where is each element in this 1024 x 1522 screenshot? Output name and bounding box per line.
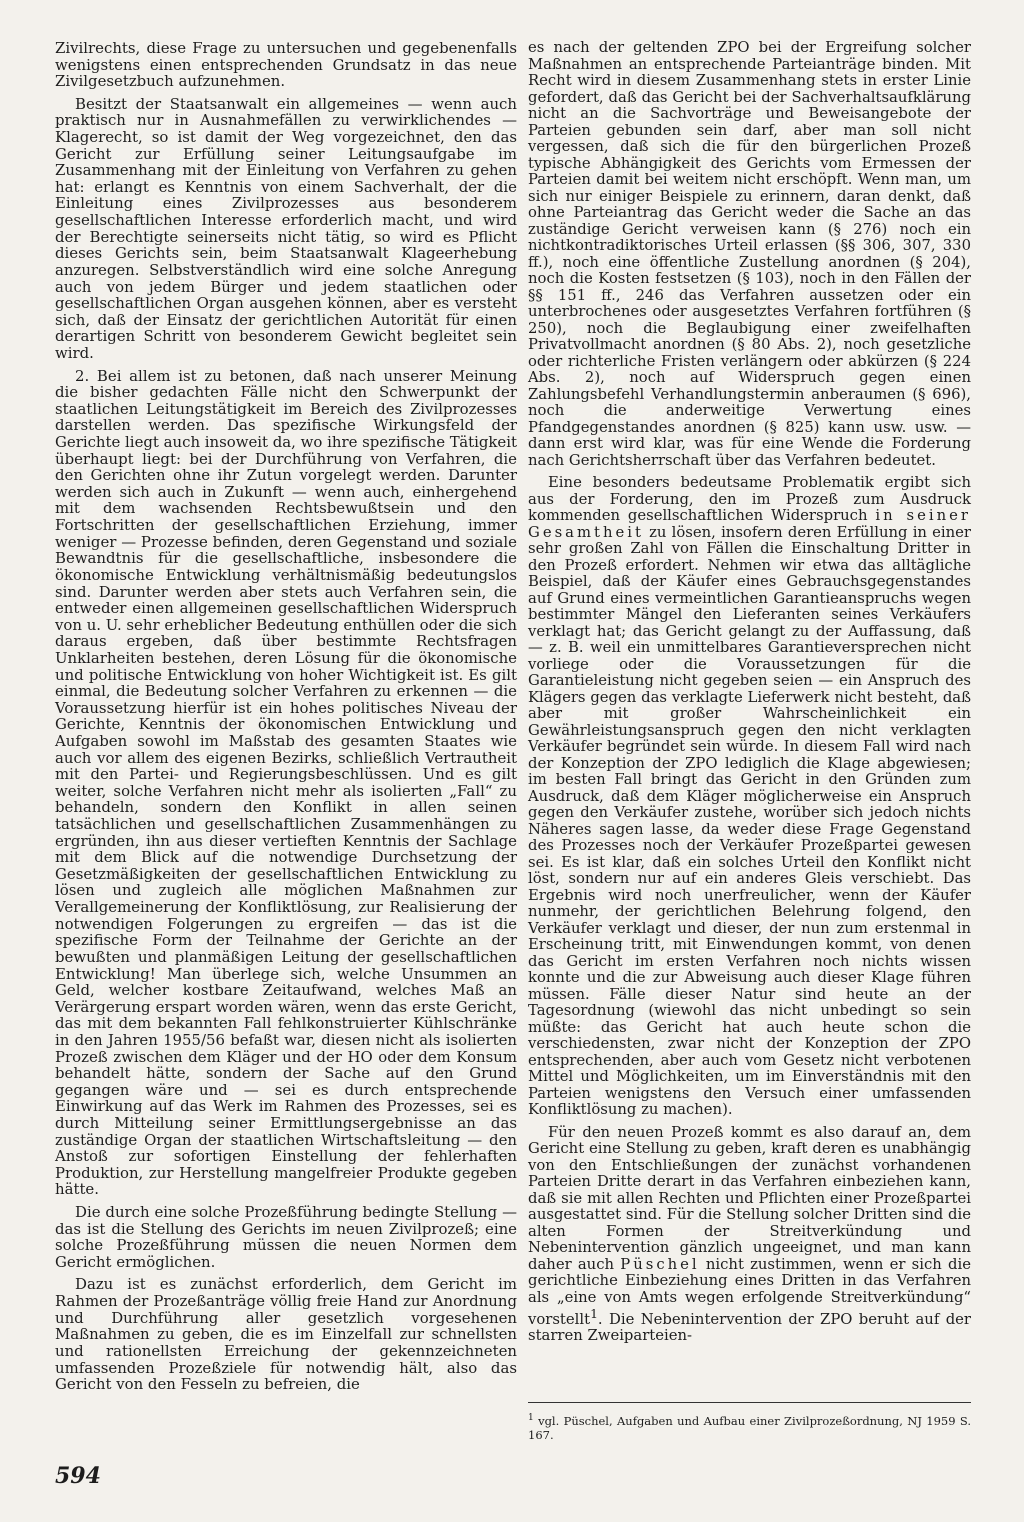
footnote <box>528 1402 971 1442</box>
paragraph <box>528 1125 971 1345</box>
paragraph: Zivilrechts, diese Frage zu untersuchen und gegebenenfalls wenigstens einen entsprechenden Grundsatz in das neue Zivilgesetzbuch aufzunehmen. <box>55 39 517 91</box>
page-number: 594 <box>55 1463 101 1489</box>
emphasized-text: in seiner Gesamtheit <box>528 507 971 541</box>
footnote-text: vgl. Püschel, Aufgaben und Aufbau einer Zivilprozeßordnung, NJ 1959 S. 167. <box>528 1413 971 1442</box>
paragraph <box>528 475 971 1119</box>
paragraph: es nach der geltenden ZPO bei der Ergreifung solcher Maßnahmen an entsprechende Parteianträge binden. Mit Recht wird in diesem Zusammenhang stets in erster Linie gefordert, daß das Gericht bei der Sachverhaltsaufklärung nicht an die Sachvorträge und Beweisangebote der Parteien gebunden sein darf, aber man soll nicht vergessen, daß sich die für den bürgerlichen Prozeß typische Abhängigkeit des Gerichts vom Ermessen der Parteien damit bei weitem nicht erschöpft. Wenn man, um sich nur einiger Beispiele zu erinnern, daran denkt, daß ohne Parteiantrag das Gericht weder die Sache an das zuständige Gericht verweisen kann (§ 276) noch ein nichtkontradiktorisches Urteil erlassen (§§ 306, 307, 330 ff.), noch eine öffentliche Zustellung anordnen (§ 204), noch die Kosten festsetzen (§ 103), noch in den Fällen der §§ 151 ff., 246 das Verfahren aussetzen oder ein unterbrochenes oder ausgesetztes Verfahren fortführen (§ 250), noch die Beglaubigung einer zweifelhaften Privatvollmacht anordnen (§ 80 Abs. 2), noch gesetzliche oder richterliche Fristen verlängern oder abkürzen (§ 224 Abs. 2), noch auf Widerspruch gegen einen Zahlungsbefehl Verhandlungstermin anberaumen (§ 696), noch die anderweitige Verwertung eines Pfandgegenstandes anordnen (§ 825) kann usw. usw. — dann erst wird klar, was für eine Wende die Forderung nach Gerichtsherrschaft über das Verfahren bedeutet. <box>528 39 971 469</box>
paragraph: 2. Bei allem ist zu betonen, daß nach unserer Meinung die bisher gedachten Fälle nicht den Schwerpunkt der staatlichen Leitungstätigkeit im Bereich des Zivilprozesses darstellen werden. Das spezifische Wirkungsfeld der Gerichte liegt auch insoweit da, wo ihre spezifische Tätigkeit überhaupt liegt: bei der Durchführung von Verfahren, die den Gerichten ohne ihr Zutun vorgelegt werden. Darunter werden sich auch in Zukunft — wenn auch, einhergehend mit dem wachsenden Rechtsbewußtsein und den Fortschritten der gesellschaftlichen Erziehung, immer weniger — Prozesse befinden, deren Gegenstand und soziale Bewandtnis für die gesellschaftliche, insbesondere die ökonomische Entwicklung verhältnismäßig bedeutungslos sind. Darunter werden aber stets auch Verfahren sein, die entweder einen allgemeinen gesellschaftlichen Widerspruch von u. U. sehr erheblicher Bedeutung enthüllen oder die sich daraus ergeben, daß über bestimmte Rechtsfragen Unklarheiten bestehen, deren Lösung für die ökonomische und politische Entwicklung von hoher Wichtigkeit ist. Es gilt einmal, die Bedeutung solcher Verfahren zu erkennen — die Voraussetzung hierfür ist ein hohes politisches Niveau der Gerichte, Kenntnis der ökonomischen Entwicklung und Aufgaben sowohl im Maßstab des gesamten Staates wie auch vor allem des eigenen Bezirks, schließlich Vertrautheit mit den Partei- und Regierungsbeschlüssen. Und es gilt weiter, solche Verfahren nicht mehr als isolierten „Fall“ zu behandeln, sondern den Konflikt in allen seinen tatsächlichen und gesellschaftlichen Zusammenhängen zu ergründen, ihn aus dieser vertieften Kenntnis der Sachlage mit dem Blick auf die notwendige Durchsetzung der Gesetzmäßigkeiten der gesellschaftlichen Entwicklung zu lösen und zugleich alle möglichen Maßnahmen zur Verallgemeinerung der Konfliktlösung, zur Realisierung der notwendigen Folgerungen zu ergreifen — das ist die spezifische Form der Teilnahme der Gerichte an der bewußten und planmäßigen Leitung der gesellschaftlichen Entwicklung! Man überlege sich, welche Unsummen an Geld, welcher kostbare Zeitaufwand, welches Maß an Verärgerung erspart worden wären, wenn das erste Gericht, das mit dem bekannten Fall fehlkonstruierter Kühlschränke in den Jahren 1955/56 befaßt war, diesen nicht als isolierten Prozeß zwischen dem Kläger und der HO oder dem Konsum behandelt hätte, sondern der Sache auf den Grund gegangen wäre und — sei es durch entsprechende Einwirkung auf das Werk im Rahmen des Prozesses, sei es durch Mitteilung seiner Ermittlungsergebnisse an das zuständige Organ der staatlichen Wirtschaftsleitung — den Anstoß zur sofortigen Einstellung der fehlerhaften Produktion, zur Herstellung mangelfreier Produkte gegeben hätte. <box>55 366 517 1199</box>
right-text-column <box>528 40 971 1351</box>
paragraph-text: Eine besonders bedeutsame Problematik ergibt sich aus der Forderung, den im Prozeß zum Ausdruck kommenden gesellschaftlichen Widerspruch <box>528 474 971 524</box>
paragraph: Die durch eine solche Prozeßführung bedingte Stellung — das ist die Stellung des Gerichts im neuen Zivilprozeß; eine solche Prozeßführung müssen die neuen Normen dem Gericht ermöglichen. <box>55 1203 517 1271</box>
paragraph-text: Für den neuen Prozeß kommt es also darauf an, dem Gericht eine Stellung zu geben, kraft deren es unabhängig von den Entschließungen der zunächst vorhandenen Parteien Dritte derart in das Verfahren einbeziehen kann, daß sie mit allen Rechten und Pflichten einer Prozeßpartei ausgestattet sind. Für die Stellung solcher Dritten sind die alten Formen der Streitverkündung und Nebenintervention gänzlich ungeeignet, und man kann daher auch <box>528 1123 971 1273</box>
emphasized-author-name: Püschel <box>620 1255 700 1273</box>
paragraph-text: nicht zustimmen, wenn er sich die gerichtliche Einbeziehung eines Dritten in das Verfahren als „eine von Amts wegen erfolgende Streitverkündung“ vorstellt <box>528 1255 971 1328</box>
footnote-reference: 1 <box>590 1307 598 1321</box>
paragraph: Besitzt der Staatsanwalt ein allgemeines — wenn auch praktisch nur in Ausnahmefällen zu verwirklichendes — Klagerecht, so ist damit der Weg vorgezeichnet, den das Gericht zur Erfüllung seiner Leitungsaufgabe im Zusammenhang mit der Einleitung von Verfahren zu gehen hat: erlangt es Kenntnis von einem Sachverhalt, der die Einleitung eines Zivilprozesses aus besonderem gesellschaftlichen Interesse erforderlich macht, und wird der Berechtigte seinerseits nicht tätig, so wird es Pflicht dieses Gerichts sein, beim Staatsanwalt Klageerhebung anzuregen. Selbstverständlich wird eine solche Anregung auch von jedem Bürger und jedem staatlichen oder gesellschaftlichen Organ ausgehen können, aber es versteht sich, daß der Einsatz der gerichtlichen Autorität für einen derartigen Schritt von besonderem Gewicht begleitet sein wird. <box>55 94 517 362</box>
paragraph-text: zu lösen, insofern deren Erfüllung in einer sehr großen Zahl von Fällen die Einschaltung Dritter in den Prozeß erfordert. Nehmen wir etwa das alltägliche Beispiel, daß der Käufer eines Gebrauchsgegenstandes auf Grund eines vermeintlichen Garantieanspruchs wegen bestimmter Mängel den Lieferanten seines Verkäufers verklagt hat; das Gericht gelangt zu der Auffassung, daß — z. B. weil ein unmittelbares Garantieversprechen nicht vorliege oder die Voraussetzungen für die Garantieleistung nicht gegeben seien — ein Anspruch des Klägers gegen das verklagte Lieferwerk nicht besteht, daß aber mit großer Wahrscheinlichkeit ein Gewährleistungsanspruch gegen den nicht verklagten Verkäufer begründet sein würde. In diesem Fall wird nach der Konzeption der ZPO lediglich die Klage abgewiesen; im besten Fall bringt das Gericht in den Gründen zum Ausdruck, daß dem Kläger möglicherweise ein Anspruch gegen den Verkäufer zustehe, worüber sich jedoch nichts Näheres sagen lasse, da weder diese Frage Gegenstand des Prozesses noch der Verkäufer Prozeßpartei gewesen sei. Es ist klar, daß ein solches Urteil den Konflikt nicht löst, sondern nur auf ein anderes Gleis verschiebt. Das Ergebnis wird noch unerfreulicher, wenn der Käufer nunmehr, der gerichtlichen Belehrung folgend, den Verkäufer verklagt und dieser, der nun zum erstenmal in Erscheinung tritt, mit Einwendungen kommt, von denen das Gericht im ersten Verfahren noch nichts wissen konnte und die zur Abweisung auch dieser Klage führen müssen. Fälle dieser Natur sind heute an der Tagesordnung (wiewohl das nicht unbedingt so sein müßte: das Gericht hat auch heute schon die verschiedensten, zwar nicht der Konzeption der ZPO entsprechenden, aber auch vom Gesetz nicht verbotenen Mittel und Möglichkeiten, um im Einverständnis mit den Parteien wenigstens den Versuch einer umfassenden Konfliktlösung zu machen). <box>528 523 971 1118</box>
paragraph: Dazu ist es zunächst erforderlich, dem Gericht im Rahmen der Prozeßanträge völlig freie Hand zur Anordnung und Durchführung aller gesetzlich vorgesehenen Maßnahmen zu geben, die es im Einzelfall zur schnellsten und rationellsten Erreichung der gekennzeichneten umfassenden Prozeßziele für notwendig hält, also das Gericht von den Fesseln zu befreien, die <box>55 1275 517 1394</box>
paragraph-text: . Die Nebenintervention der ZPO beruht auf der starren Zweiparteien- <box>528 1310 971 1345</box>
left-text-column <box>55 40 517 1399</box>
footnote-marker: 1 <box>528 1413 534 1423</box>
